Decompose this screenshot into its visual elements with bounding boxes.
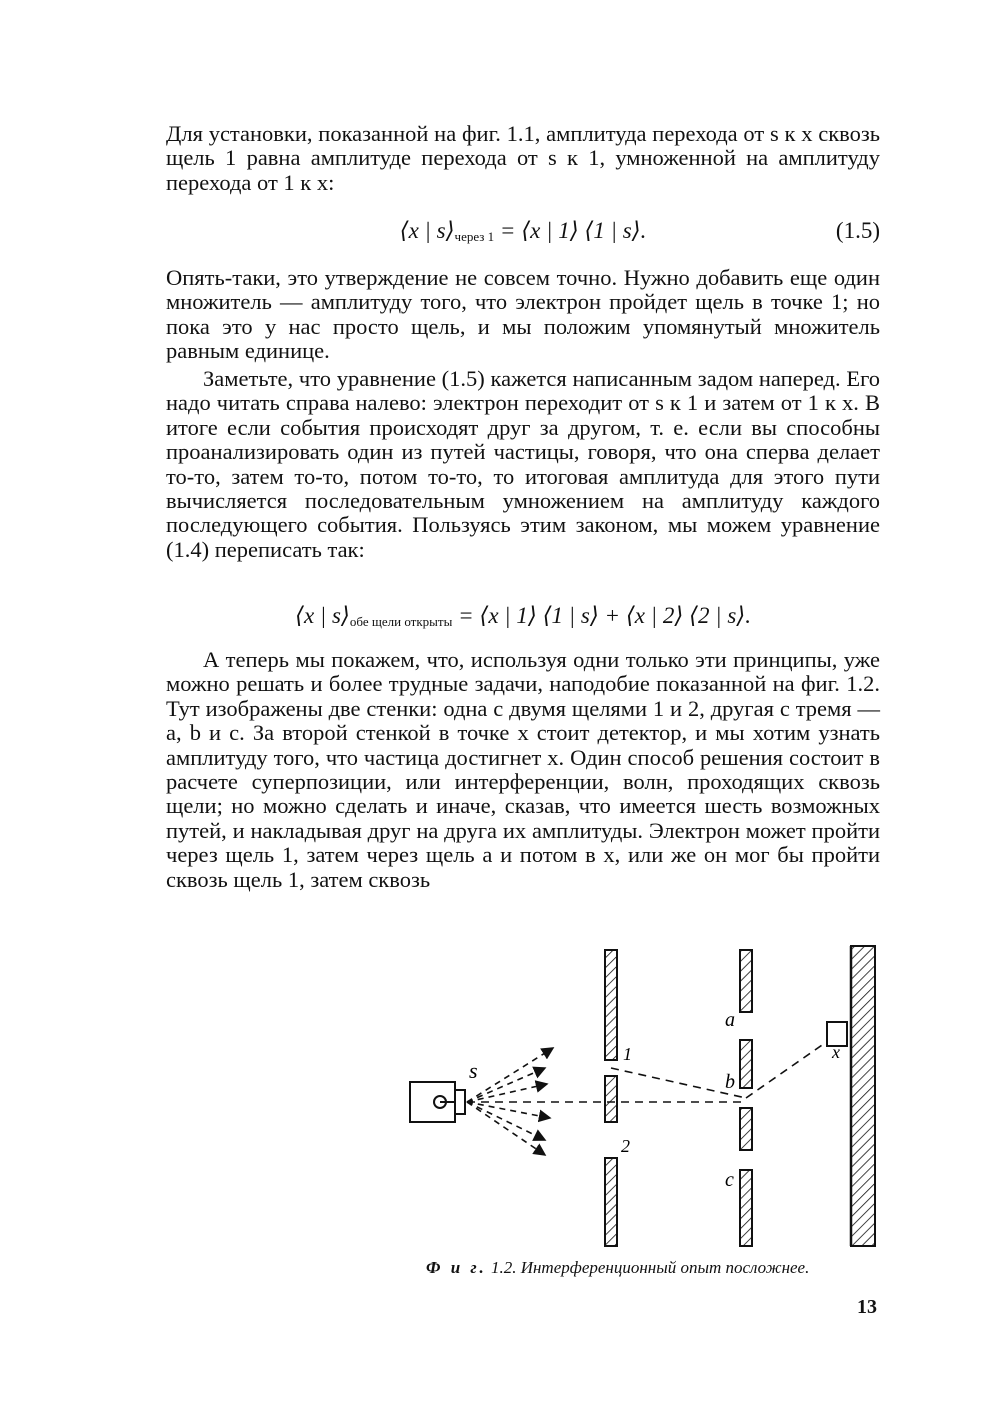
equation-number: (1.5) <box>835 218 880 243</box>
equation-1-left: ⟨x | s⟩ <box>399 218 455 243</box>
equation-1-subscript: через 1 <box>454 229 495 244</box>
electron-source <box>410 1082 465 1122</box>
equation-2-left: ⟨x | s⟩ <box>294 603 350 628</box>
label-detector-x: x <box>832 1042 840 1062</box>
label-s: s <box>469 1058 478 1083</box>
paragraph-1: Для установки, показанной на фиг. 1.1, амплитуда перехода от s к x сквозь щель 1 равна амплитуде перехода от s к 1, умноженной на амплитуду перехода от 1 к x: <box>166 121 880 195</box>
label-slit-2: 2 <box>621 1136 630 1156</box>
caption-text: 1.2. Интерференционный опыт посложнее. <box>486 1258 810 1277</box>
first-wall <box>605 950 617 1246</box>
label-slit-b: b <box>725 1071 735 1093</box>
page-number: 13 <box>857 1296 877 1318</box>
label-slit-1: 1 <box>623 1044 632 1064</box>
label-slit-c: c <box>725 1169 734 1191</box>
equation-2-right: = ⟨x | 1⟩ ⟨1 | s⟩ + ⟨x | 2⟩ ⟨2 | s⟩. <box>452 603 752 628</box>
caption-prefix: Ф и г. <box>426 1258 487 1277</box>
paragraph-3: Заметьте, что уравнение (1.5) кажется написанным задом наперед. Его надо читать справа налево: электрон переходит от s к 1 и затем от 1 к x. В итоге если события происходят друг за другом, т. е. если вы способны проанализировать один из путей частицы, говоря, что она сперва делает то-то, затем то-то, потом то-то, то итоговая амплитуда для этого пути вычисляется последовательным умножением на амплитуду каждого последующего события. Пользуясь этим законом, мы можем уравнение (1.4) переписать так: <box>166 366 880 562</box>
label-slit-a: a <box>725 1009 735 1031</box>
figure-1-2 <box>395 940 885 1250</box>
back-wall <box>851 946 875 1246</box>
paragraph-2: Опять-таки, это утверждение не совсем точно. Нужно добавить еще один множитель — амплитуду того, что электрон пройдет щель в точке 1; но пока это у нас просто щель, и мы положим упомянутый множитель равным единице. <box>166 265 880 364</box>
equation-2-subscript: обе щели открыты <box>349 614 453 629</box>
equation-1-right: = ⟨x | 1⟩ ⟨1 | s⟩. <box>494 218 647 243</box>
figure-caption <box>426 1258 809 1278</box>
particle-paths <box>467 1036 835 1102</box>
paragraph-4: А теперь мы покажем, что, используя одни только эти принципы, уже можно решать и более трудные задачи, наподобие показанной на фиг. 1.2. Тут изображены две стенки: одна с двумя щелями 1 и 2, другая с тремя — a, b и c. За второй стенкой в точке x стоит детектор, и мы хотим узнать амплитуду того, что частица достигнет x. Один способ решения состоит в расчете суперпозиции, или интерференции, волн, проходящих сквозь щели; но можно сделать и иначе, сказав, что имеется шесть возможных путей, и накладывая друг на друга их амплитуды. Электрон может пройти через щель 1, затем через щель a и потом в x, или же он мог бы пройти сквозь щель 1, затем сквозь <box>166 647 880 892</box>
